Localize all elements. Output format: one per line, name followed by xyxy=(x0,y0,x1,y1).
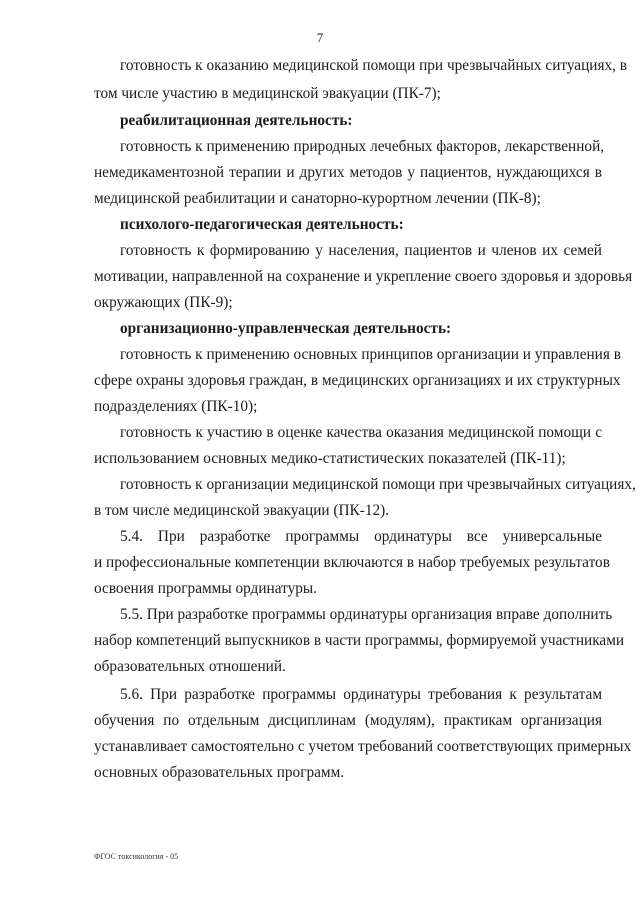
text-line: 5.6. При разработке программы ординатуры требования к результатам xyxy=(120,686,602,703)
text-line: том числе участию в медицинской эвакуации (ПК-7); xyxy=(94,85,441,102)
section-heading: организационно-управленческая деятельность: xyxy=(120,320,452,337)
page-number: 7 xyxy=(316,30,324,45)
text-line: устанавливает самостоятельно с учетом требований соответствующих примерных xyxy=(94,738,632,755)
text-line: и профессиональные компетенции включаются в набор требуемых результатов xyxy=(94,554,610,571)
text-line: сфере охраны здоровья граждан, в медицинских организациях и их структурных xyxy=(94,372,621,389)
text-line: подразделениях (ПК-10); xyxy=(94,398,258,415)
text-line: готовность к оказанию медицинской помощи при чрезвычайных ситуациях, в xyxy=(120,57,628,74)
section-heading: психолого-педагогическая деятельность: xyxy=(120,216,404,233)
text-line: готовность к участию в оценке качества оказания медицинской помощи с xyxy=(120,424,602,441)
text-line: готовность к организации медицинской помощи при чрезвычайных ситуациях, xyxy=(120,476,636,493)
text-line: набор компетенций выпускников в части программы, формируемой участниками xyxy=(94,632,625,649)
text-line: медицинской реабилитации и санаторно-курортном лечении (ПК-8); xyxy=(94,190,541,207)
text-line: готовность к формированию у населения, пациентов и членов их семей xyxy=(120,242,602,259)
text-line: окружающих (ПК-9); xyxy=(94,294,233,311)
text-line: освоения программы ординатуры. xyxy=(94,580,317,597)
footer-label: ФГОС токсикология - 05 xyxy=(94,852,179,861)
text-line: использованием основных медико-статистических показателей (ПК-11); xyxy=(94,450,566,467)
text-line: готовность к применению основных принципов организации и управления в xyxy=(120,346,621,363)
text-line: 5.4. При разработке программы ординатуры все универсальные xyxy=(120,528,602,545)
text-line: 5.5. При разработке программы ординатуры организация вправе дополнить xyxy=(120,606,613,623)
text-line: в том числе медицинской эвакуации (ПК-12). xyxy=(94,502,390,519)
text-line: немедикаментозной терапии и других методов у пациентов, нуждающихся в xyxy=(94,164,602,181)
text-line: основных образовательных программ. xyxy=(94,764,345,781)
text-line: мотивации, направленной на сохранение и укрепление своего здоровья и здоровья xyxy=(94,268,633,285)
text-line: обучения по отдельным дисциплинам (модулям), практикам организация xyxy=(94,712,602,729)
section-heading: реабилитационная деятельность: xyxy=(120,112,353,129)
text-line: готовность к применению природных лечебных факторов, лекарственной, xyxy=(120,138,605,155)
text-line: образовательных отношений. xyxy=(94,658,286,675)
